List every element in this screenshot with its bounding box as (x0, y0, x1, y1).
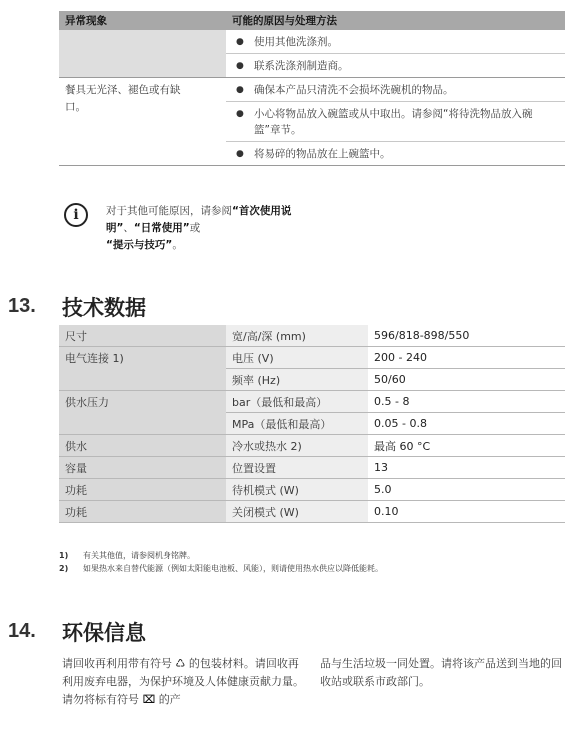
spec-value: 50/60 (368, 369, 565, 391)
table-row (59, 369, 565, 391)
list-item: ● 联系洗涤剂制造商。 (236, 60, 349, 72)
bullet-icon: ● (236, 109, 244, 119)
symptom-cell: 餐具无光泽、褪色或有缺口。 (59, 78, 226, 166)
spec-table (59, 325, 565, 523)
table-row (59, 347, 565, 369)
info-icon: i (64, 203, 88, 227)
spec-label: 供水压力 (59, 391, 226, 413)
list-item: ● 将易碎的物品放在上碗篮中。 (236, 148, 391, 160)
table-row (59, 325, 565, 347)
remedy-cell (226, 30, 565, 78)
spec-value: 200 - 240 (368, 347, 565, 369)
bullet-icon: ● (236, 37, 244, 47)
table-row (59, 30, 565, 78)
spec-label: 功耗 (59, 479, 226, 501)
spec-value: 13 (368, 457, 565, 479)
footnote: 2) 如果热水来自替代能源（例如太阳能电池板、风能），则请使用热水供应以降低能耗。 (59, 564, 383, 573)
spec-label (59, 369, 226, 391)
list-item: ● 确保本产品只清洗不会损坏洗碗机的物品。 (226, 78, 565, 102)
spec-unit: bar（最低和最高） (226, 391, 368, 413)
section-number: 13. (8, 295, 36, 317)
table-row (59, 457, 565, 479)
spec-value: 5.0 (368, 479, 565, 501)
spec-value: 0.05 - 0.8 (368, 413, 565, 435)
footnote: 1) 有关其他值，请参阅机身铭牌。 (59, 551, 195, 560)
table-row (59, 501, 565, 523)
spec-unit: 冷水或热水 2) (226, 435, 368, 457)
spec-unit: 位置设置 (226, 457, 368, 479)
spec-value: 0.5 - 8 (368, 391, 565, 413)
remedy-cell (226, 78, 565, 166)
spec-label: 功耗 (59, 501, 226, 523)
table-row (59, 479, 565, 501)
info-note: 对于其他可能原因，请参阅“首次使用说明”、“日常使用”或 “提示与技巧”。 (106, 205, 292, 251)
spec-unit: MPa（最低和最高） (226, 413, 368, 435)
bullet-icon: ● (236, 61, 244, 71)
spec-unit: 宽/高/深 (mm) (226, 325, 368, 347)
section-title: 环保信息 (62, 621, 146, 645)
spec-label: 供水 (59, 435, 226, 457)
env-paragraph-left: 请回收再利用带有符号 ♺ 的包装材料。请回收再利用废弃电器，为保护环境及人体健康贡献力量。请勿将标有符号 ⌧ 的产 (62, 655, 308, 709)
spec-value: 596/818-898/550 (368, 325, 565, 347)
table-row (59, 413, 565, 435)
list-item: ● 使用其他洗涤剂。 (226, 30, 565, 54)
spec-label (59, 413, 226, 435)
spec-unit: 待机模式 (W) (226, 479, 368, 501)
env-paragraph-right: 品与生活垃圾一同处置。请将该产品送到当地的回收站或联系市政部门。 (320, 657, 562, 688)
table-row (59, 391, 565, 413)
header-symptom: 异常现象 (59, 11, 226, 30)
section-title: 技术数据 (62, 296, 146, 320)
spec-label: 容量 (59, 457, 226, 479)
spec-value: 最高 60 °C (368, 435, 565, 457)
bullet-icon: ● (236, 85, 244, 95)
spec-label: 电气连接 1) (59, 347, 226, 369)
section-number: 14. (8, 620, 36, 642)
spec-label: 尺寸 (59, 325, 226, 347)
list-item: ● 小心将物品放入碗篮或从中取出。请参阅“将待洗物品放入碗篮”章节。 (226, 102, 565, 142)
spec-unit: 关闭模式 (W) (226, 501, 368, 523)
crossed-bin-icon: ⌧ (142, 693, 156, 706)
troubleshooting-table (59, 11, 565, 166)
recycle-icon: ♺ (175, 657, 186, 670)
table-row (59, 435, 565, 457)
spec-value: 0.10 (368, 501, 565, 523)
bullet-icon: ● (236, 149, 244, 159)
header-remedy: 可能的原因与处理方法 (226, 11, 565, 30)
spec-unit: 电压 (V) (226, 347, 368, 369)
table-row (59, 78, 565, 166)
symptom-cell (59, 30, 226, 78)
spec-unit: 频率 (Hz) (226, 369, 368, 391)
